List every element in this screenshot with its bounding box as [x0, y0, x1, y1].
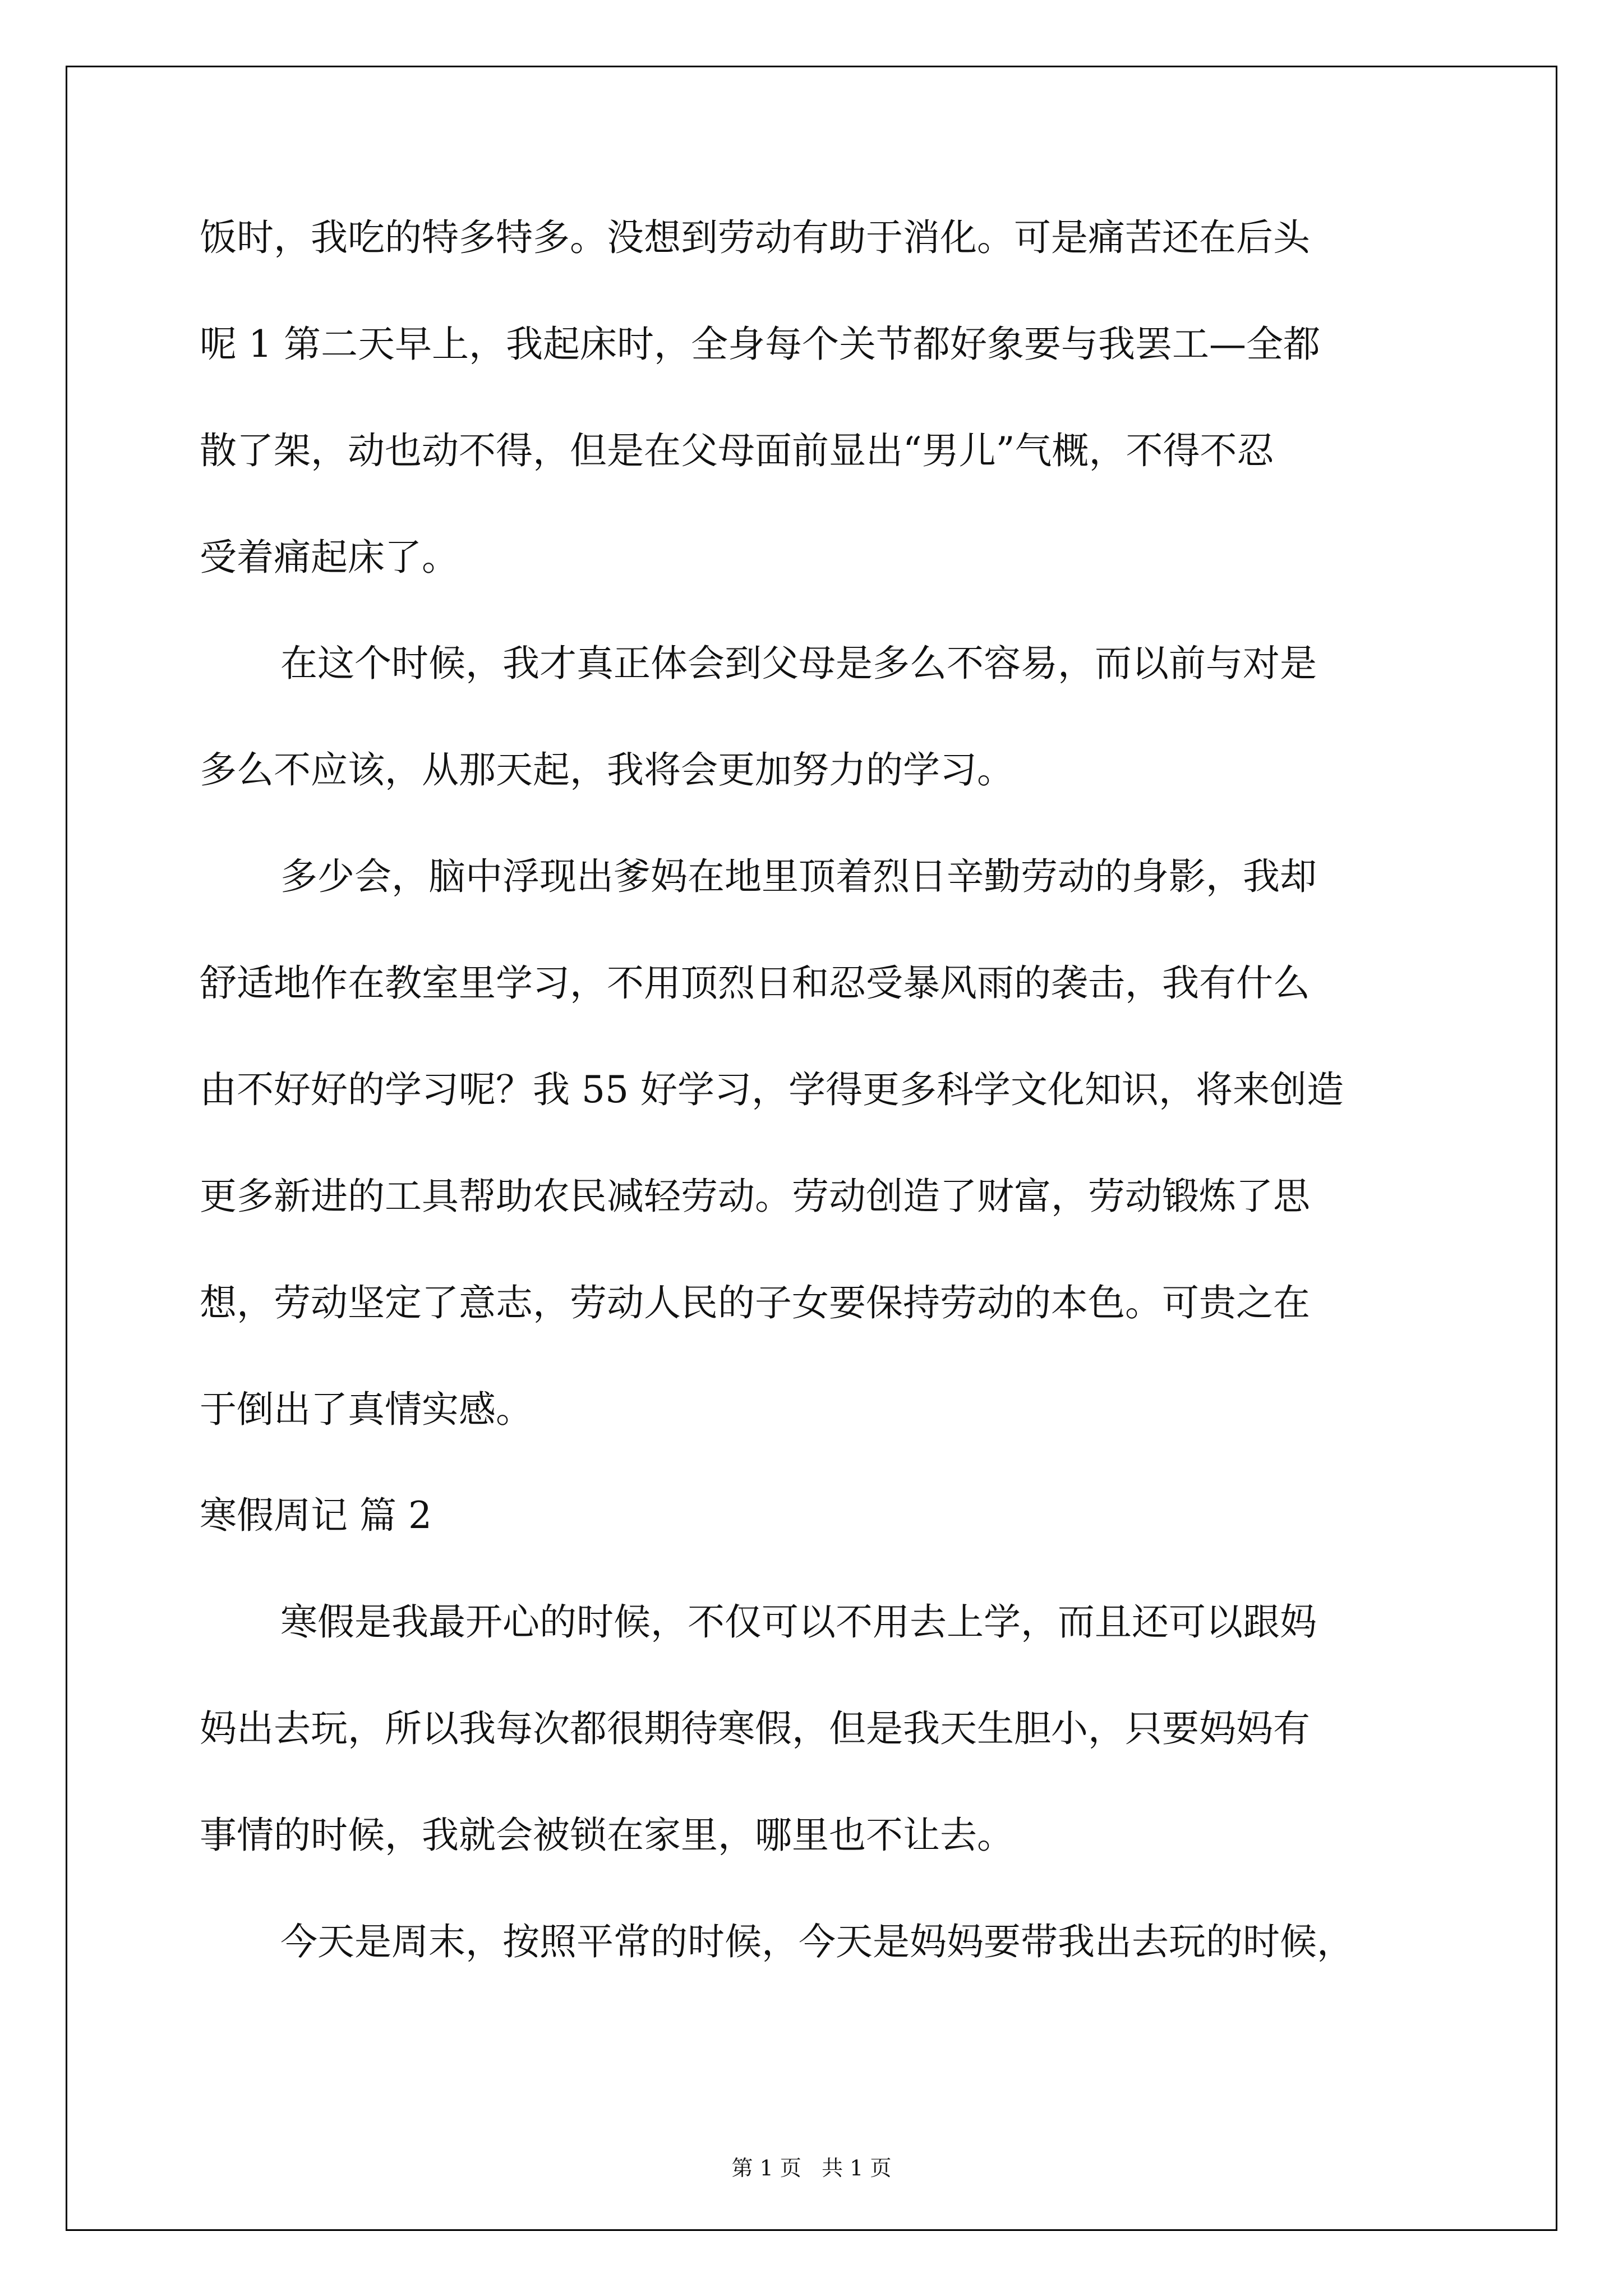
- body-text-line: 想，劳动坚定了意志，劳动人民的子女要保持劳动的本色。可贵之在: [200, 1281, 1310, 1324]
- body-text-line: 今天是周末，按照平常的时候，今天是妈妈要带我出去玩的时候，: [280, 1920, 1354, 1963]
- body-text-line: 于倒出了真情实感。: [200, 1388, 533, 1431]
- body-text-line: 散了架，动也动不得，但是在父母面前显出“男儿”气概，不得不忍: [200, 429, 1274, 472]
- section-heading: 寒假周记 篇 2: [200, 1494, 432, 1537]
- body-text-line: 受着痛起床了。: [200, 536, 459, 579]
- body-text-line: 多少会，脑中浮现出爹妈在地里顶着烈日辛勤劳动的身影，我却: [280, 855, 1317, 898]
- body-text-line: 更多新进的工具帮助农民减轻劳动。劳动创造了财富，劳动锻炼了思: [200, 1175, 1310, 1218]
- body-text-line: 舒适地作在教室里学习，不用顶烈日和忍受暴风雨的袭击，我有什么: [200, 961, 1310, 1005]
- body-text-line: 多么不应该，从那天起，我将会更加努力的学习。: [200, 748, 1014, 792]
- body-text-line: 由不好好的学习呢？我 55 好学习，学得更多科学文化知识，将来创造: [200, 1068, 1344, 1111]
- body-text-line: 在这个时候，我才真正体会到父母是多么不容易，而以前与对是: [280, 642, 1317, 685]
- page-number-footer: 第 1 页 共 1 页: [731, 2156, 892, 2180]
- page-border: [66, 66, 1557, 2231]
- body-text-line: 呢 1 第二天早上，我起床时，全身每个关节都好象要与我罢工—全都: [200, 323, 1320, 366]
- body-text-line: 饭时，我吃的特多特多。没想到劳动有助于消化。可是痛苦还在后头: [200, 216, 1310, 259]
- body-text-line: 事情的时候，我就会被锁在家里，哪里也不让去。: [200, 1814, 1014, 1857]
- body-text-line: 妈出去玩，所以我每次都很期待寒假，但是我天生胆小，只要妈妈有: [200, 1707, 1310, 1750]
- body-text-line: 寒假是我最开心的时候，不仅可以不用去上学，而且还可以跟妈: [280, 1600, 1317, 1644]
